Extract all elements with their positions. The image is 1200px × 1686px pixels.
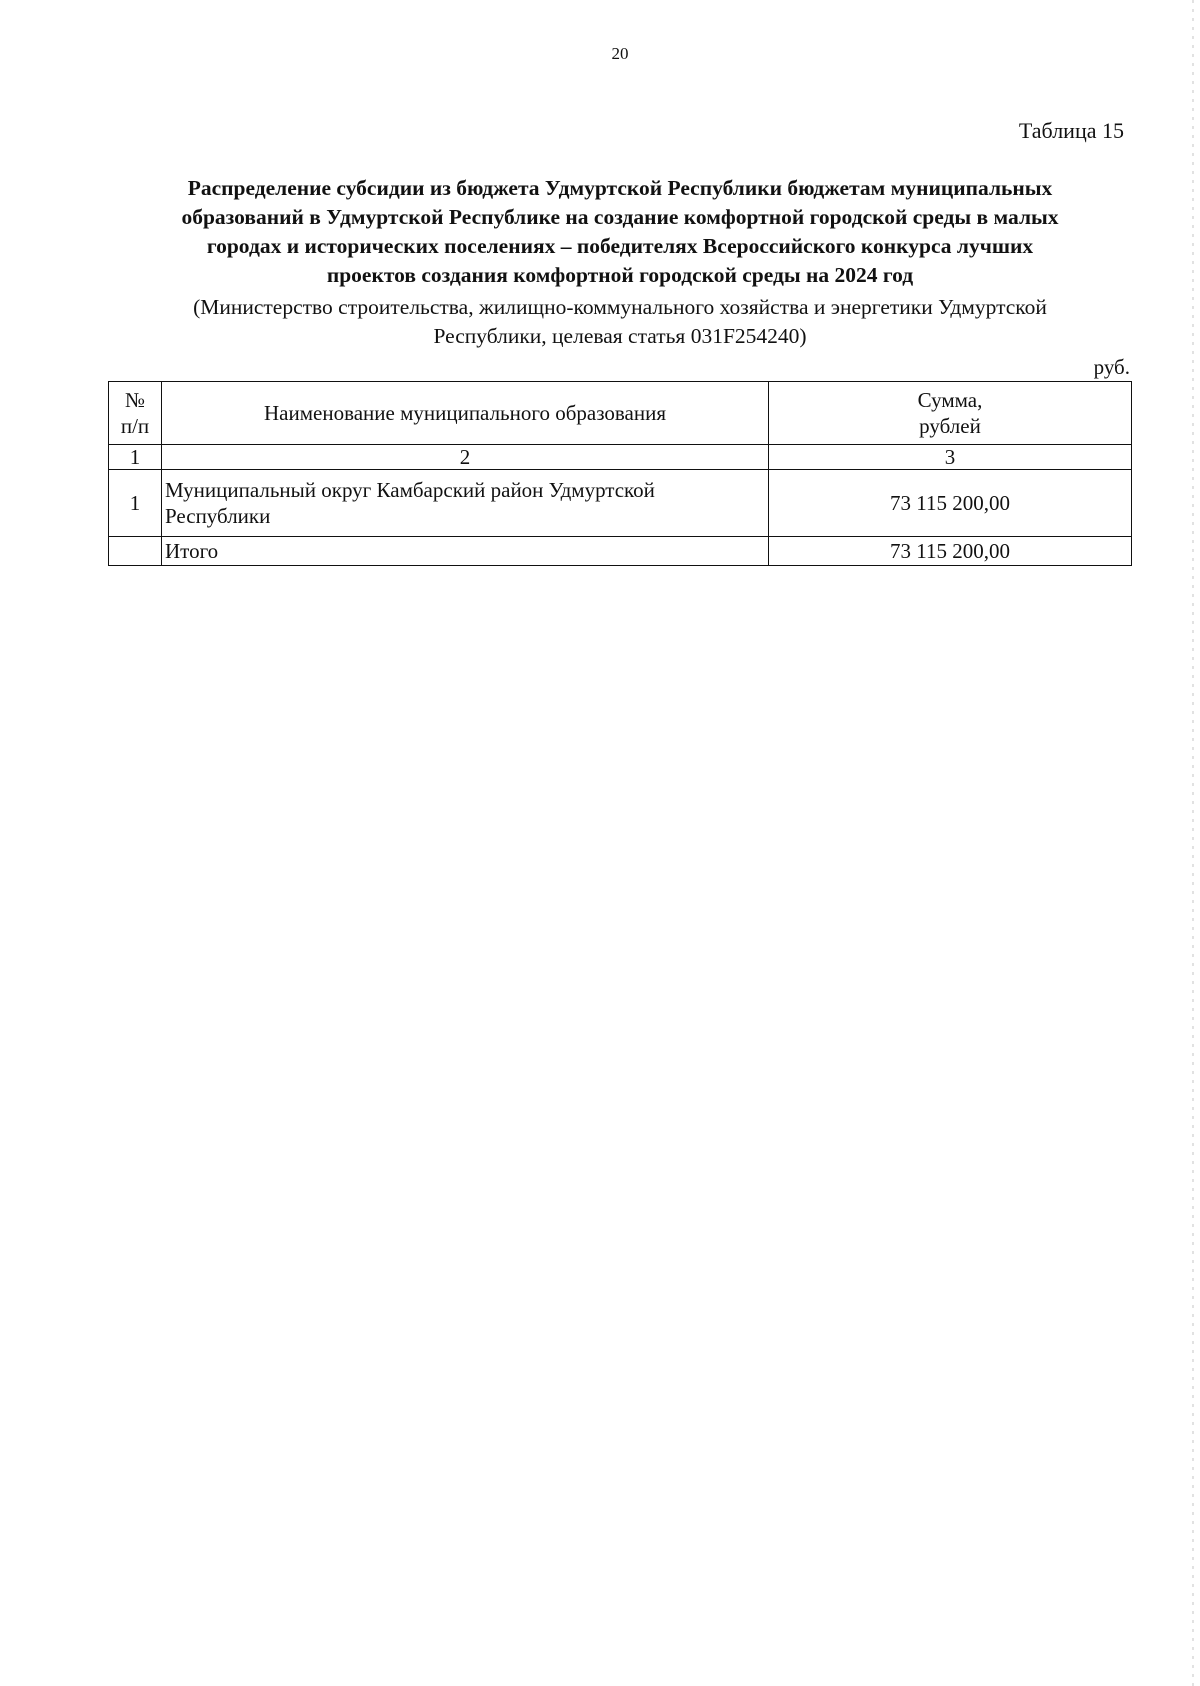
title-line: городах и исторических поселениях – победителях Всероссийского конкурса лучших: [206, 234, 1034, 258]
row-sum: 73 115 200,00: [769, 470, 1132, 537]
column-index-row: [109, 445, 1132, 470]
row-name-line: Муниципальный округ Камбарский район Удмуртской: [165, 478, 655, 502]
total-sum: 73 115 200,00: [769, 537, 1132, 566]
column-index: 1: [109, 445, 162, 470]
header-number-symbol: №: [124, 388, 146, 412]
subtitle-line: Республики, целевая статья 031F254240): [433, 324, 807, 348]
title-line: образований в Удмуртской Республике на создание комфортной городской среды в малых: [181, 205, 1059, 229]
distribution-table: [108, 381, 1132, 566]
header-sum-line2: рублей: [919, 414, 981, 438]
title-line: Распределение субсидии из бюджета Удмуртской Республики бюджетам муниципальных: [187, 176, 1053, 200]
page-number: 20: [611, 44, 629, 63]
scan-edge-marks: [1192, 0, 1194, 1686]
table-header-row: [109, 382, 1132, 445]
document-subtitle: [110, 293, 1130, 351]
column-index: 3: [769, 445, 1132, 470]
table-number: Таблица 15: [1018, 118, 1124, 143]
total-label: Итого: [162, 537, 769, 566]
header-number-abbr: п/п: [120, 414, 150, 438]
title-line: проектов создания комфортной городской среды на 2024 год: [326, 263, 914, 287]
unit-label: руб.: [1093, 355, 1130, 379]
total-empty-cell: [109, 537, 162, 566]
header-sum-line1: Сумма,: [917, 388, 983, 412]
row-municipality-name: [162, 470, 769, 537]
header-name: Наименование муниципального образования: [162, 382, 769, 445]
total-row: [109, 537, 1132, 566]
column-index: 2: [162, 445, 769, 470]
subtitle-line: (Министерство строительства, жилищно-коммунального хозяйства и энергетики Удмуртской: [193, 295, 1047, 319]
row-name-line: Республики: [165, 504, 271, 528]
header-number: [109, 382, 162, 445]
row-number: 1: [109, 470, 162, 537]
table-row: [109, 470, 1132, 537]
header-sum: [769, 382, 1132, 445]
document-title: [110, 174, 1130, 290]
